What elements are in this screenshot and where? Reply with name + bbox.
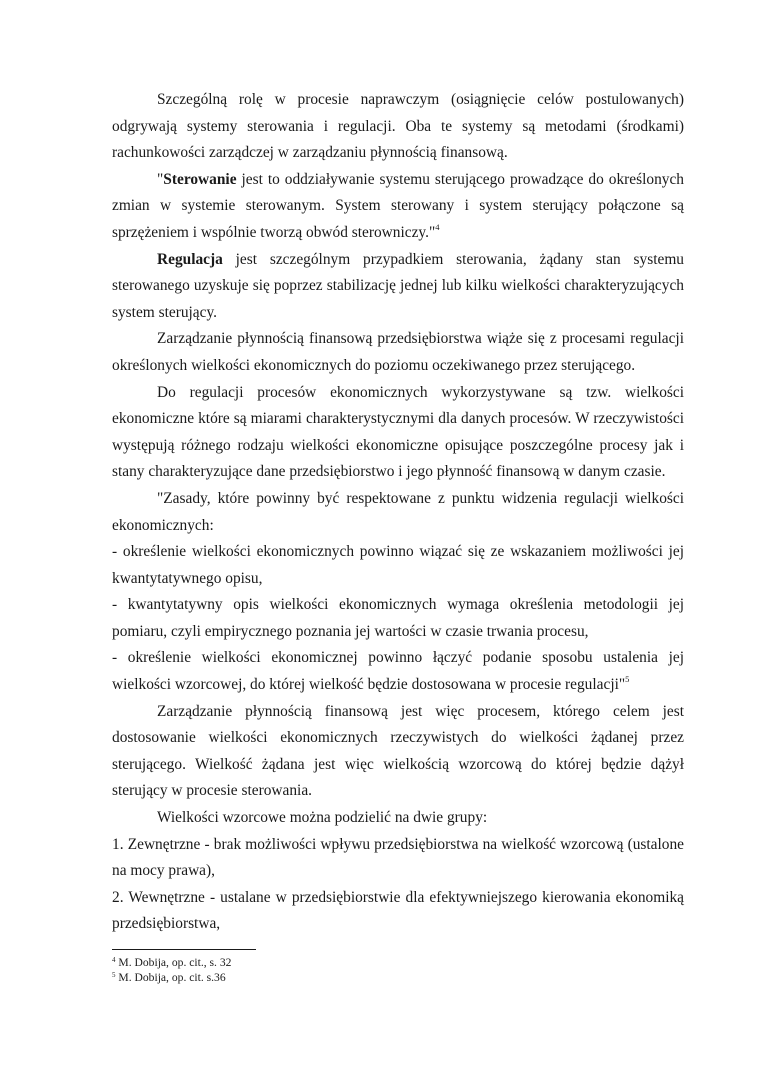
- paragraph-process-goal: Zarządzanie płynnością finansową jest więc procesem, którego celem jest dostosowanie wielkości ekonomicznych rzeczywistych do wielkości żądanej przez sterującego. Wielkość żądana jest więc wielkością wzorcową do której będzie dążył sterujący w procesie sterowania.: [112, 702, 684, 800]
- paragraph-groups-intro: Wielkości wzorcowe można podzielić na dwie grupy:: [157, 809, 488, 827]
- list-item-group-internal: 2. Wewnętrzne - ustalane w przedsiębiorstwie dla efektywniejszego kierowania ekonomiką przedsiębiorstwa,: [112, 888, 684, 933]
- term-regulacja: Regulacja: [157, 250, 223, 268]
- paragraph-rules-intro: "Zasady, które powinny być respektowane z punktu widzenia regulacji wielkości ekonomicznych:: [112, 489, 684, 534]
- document-body: [112, 87, 684, 938]
- footnote-4: $^4$ M. Dobija, op. cit., s. 32: [112, 956, 232, 969]
- paragraph-regulacja-definition: Regulacja jest szczególnym przypadkiem sterowania, żądany stan systemu sterowanego uzyskuje się poprzez stabilizację jednej lub kilku wielkości charakteryzujących system sterujący.: [112, 250, 684, 321]
- footnote-ref-4: 4: [435, 221, 440, 232]
- paragraph-economic-quantities: Do regulacji procesów ekonomicznych wykorzystywane są tzw. wielkości ekonomiczne które są miarami charakterystycznymi dla danych procesów. W rzeczywistości występują różnego rodzaju wielkości ekonomiczne opisujące poszczególne procesy jak i stany charakteryzujące dane przedsiębiorstwo i jego płynność finansową w danym czasie.: [112, 383, 684, 481]
- paragraph-liquidity-management: Zarządzanie płynnością finansową przedsiębiorstwa wiąże się z procesami regulacji określonych wielkości ekonomicznych do poziomu oczekiwanego przez sterującego.: [112, 330, 684, 374]
- list-item-group-external: 1. Zewnętrzne - brak możliwości wpływu przedsiębiorstwa na wielkość wzorcową (ustalone na mocy prawa),: [112, 835, 684, 880]
- term-sterowanie: Sterowanie: [163, 170, 237, 188]
- list-item-rule-3: - określenie wielkości ekonomicznej powinno łączyć podanie sposobu ustalenia jej wielkości wzorcowej, do której wielkość będzie dostosowana w procesie regulacji"$^5$: [112, 649, 684, 694]
- paragraph-sterowanie-definition: "Sterowanie jest to oddziaływanie systemu sterującego prowadzące do określonych zmian w systemie sterowanym. System sterowany i system sterujący połączone są sprzężeniem i wspólnie tworzą obwód sterowniczy."$^4$: [112, 170, 684, 241]
- list-item-rule-2: - kwantytatywny opis wielkości ekonomicznych wymaga określenia metodologii jej pomiaru, czyli empirycznego poznania jej wartości w czasie trwania procesu,: [112, 596, 684, 640]
- list-item-rule-1: - określenie wielkości ekonomicznych powinno wiązać się ze wskazaniem możliwości jej kwantytatywnego opisu,: [112, 543, 684, 587]
- footnote-separator: [112, 949, 256, 950]
- footnote-5: $^5$ M. Dobija, op. cit. s.36: [112, 971, 226, 984]
- footnotes: [112, 955, 684, 985]
- footnote-ref-5: 5: [625, 674, 630, 685]
- paragraph-intro: Szczególną rolę w procesie naprawczym (osiągnięcie celów postulowanych) odgrywają systemy sterowania i regulacji. Oba te systemy są metodami (środkami) rachunkowości zarządczej w zarządzaniu płynnością finansową.: [112, 91, 684, 162]
